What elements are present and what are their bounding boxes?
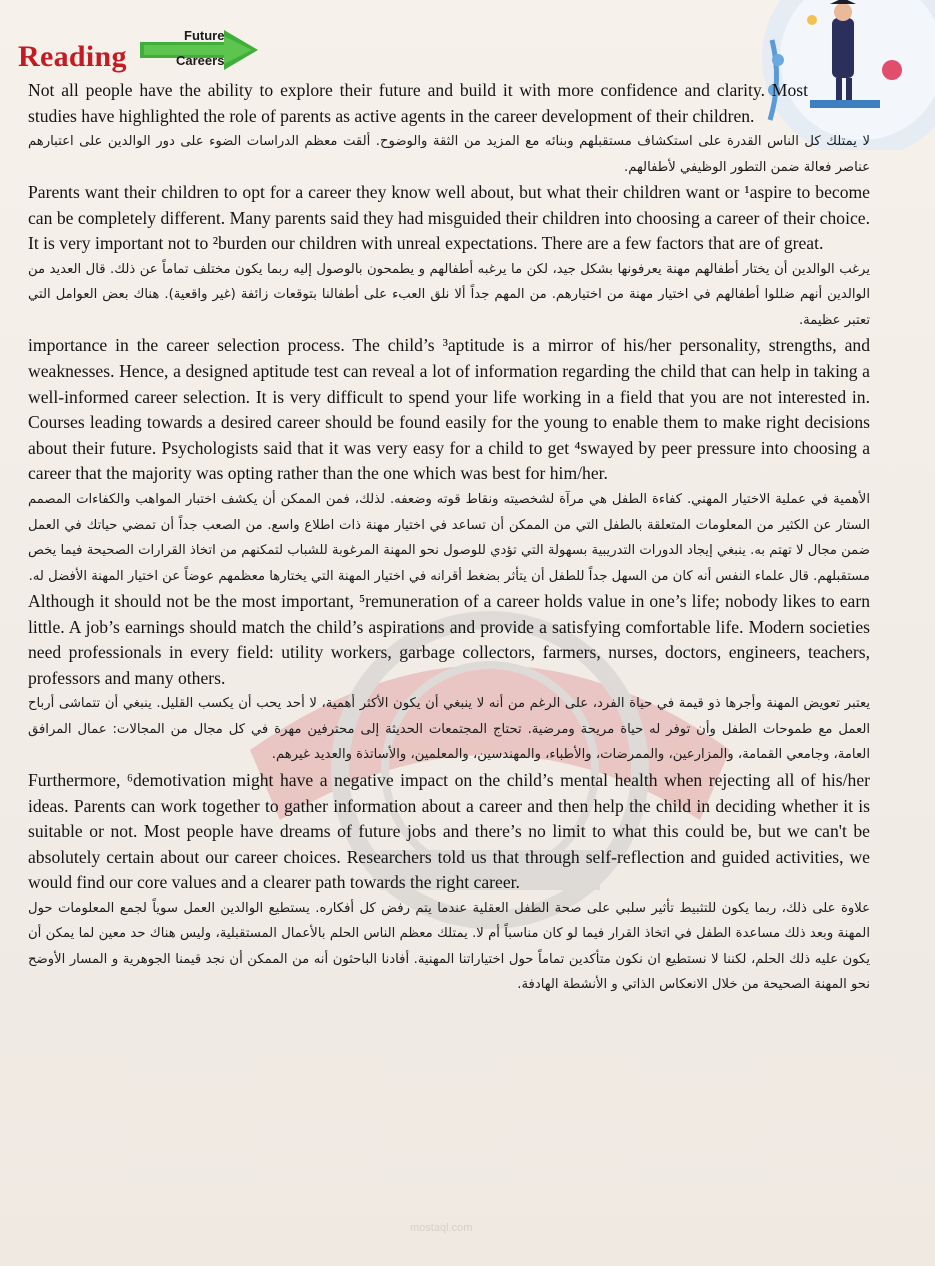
- watermark-text: mostaql.com: [410, 1222, 473, 1234]
- english-paragraph-5: Furthermore, ⁶demotivation might have a negative impact on the child’s mental health when rejecting all of his/her ideas. Parents can work together to gather information about a career and then help the child in deciding whether it is suitable or not. Most people have dreams of future jobs and there’s no limit to what this could be, but we can't be absolutely certain about our career choices. Researchers told us that through self-reflection and guided activities, we would find our core values and a clearer path towards the right career.: [28, 769, 870, 893]
- arabic-paragraph-2: يرغب الوالدين أن يختار أطفالهم مهنة يعرفونها بشكل جيد، لكن ما يرغبه أطفالهم و يطمحون بالوصول إليه ربما يكون مختلف تماماً عن ذلك. قال العديد من الوالدين أنهم ضللوا أطفالهم في اختيار مهنة من اختيارهم. من المهم جداً ألا نلق العبء على أطفالنا بتوقعات زائفة (غير واقعية). هناك بعض العوامل التي تعتبر عظيمة.: [28, 261, 870, 328]
- future-careers-badge: [140, 28, 260, 72]
- page-title: Reading: [18, 40, 127, 73]
- english-paragraph-4: Although it should not be the most important, ⁵remuneration of a career holds value in one’s life; nobody likes to earn little. A job’s earnings should match the child’s aspirations and provide a satisfying comfortable life. Modern societies need professionals in every field: utility workers, garbage collectors, farmers, nurses, doctors, engineers, teachers, professors and many others.: [28, 591, 870, 688]
- arabic-paragraph-3: الأهمية في عملية الاختيار المهني. كفاءة الطفل هي مرآة لشخصيته ونقاط قوته وضعفه. لذلك، فمن الممكن أن يكشف اختبار المواهب والكفاءات المصمم الستار عن الكثير من المعلومات المتعلقة بالطفل التي من الممكن أن تساعد في اختيار مهنة ذات اطلاع واسع. من الصعب جداً أن تمضي حياتك في العمل ضمن مجال لا تهتم به. ينبغي إيجاد الدورات التدريبية بسهولة التي تؤدي للوصول نحو المهنة المرغوبة للشباب لتمكنهم من اتخاذ القرارات الصحيحة فيما يخص مستقبلهم. قال علماء النفس أنه كان من السهل جداً للطفل أن يتأثر بضغط أقرانه في اختيار المهنة التي يختارها معظمهم عوضاً عن اختيار المهنة الأفضل له.: [28, 492, 870, 584]
- arabic-paragraph-4: يعتبر تعويض المهنة وأجرها ذو قيمة في حياة الفرد، على الرغم من أنه لا ينبغي أن يكون الأكثر أهمية، لا أحد يحب أن يكسب القليل. ينبغي أن تتماشى أرباح العمل مع طموحات الطفل وأن توفر له حياة مريحة ومرضية. تحتاج المجتمعات الحديثة إلى محترفين مهرة في كل مجال من المجالات: عمال المرافق العامة، وجامعي القمامة، والمزارعين، والممرضات، والأطباء، والمهندسين، والمعلمين، والأساتذة والعديد غيرهم.: [28, 696, 870, 763]
- arabic-paragraph-1: لا يمتلك كل الناس القدرة على استكشاف مستقبلهم وبنائه مع المزيد من الثقة والوضوح. ألقت معظم الدراسات الضوء على دور الوالدين على اعتبارهم عناصر فعالة ضمن التطور الوظيفي لأطفالهم.: [28, 134, 870, 175]
- badge-label-future: Future: [184, 28, 225, 43]
- arabic-paragraph-5: علاوة على ذلك، ربما يكون للتثبيط تأثير سلبي على صحة الطفل العقلية عندما يتم رفض كل أفكاره. يستطيع الوالدين العمل سوياً لجمع المعلومات حول المهنة وبعد ذلك مساعدة الطفل في اتخاذ القرار فيما لو كان مناسباً أم لا. يمتلك معظم الناس الحلم بالأعمال المستقبلية، وليس هناك حد معين لما يمكن أن يكون عليه ذلك الحلم، لكننا لا نستطيع ان نكون متأكدين تماماً حول اختياراتنا المهنية. أفادنا الباحثون أنه من الممكن أن نجد قيمنا الجوهرية و المسار الأوضح نحو المهنة الصحيحة من خلال الانعكاس الذاتي و الأنشطة الهادفة.: [28, 900, 870, 993]
- badge-label-careers: Careers: [176, 53, 225, 68]
- english-paragraph-3: importance in the career selection process. The child’s ³aptitude is a mirror of his/her personality, strengths, and weaknesses. Hence, a designed aptitude test can reveal a lot of information regarding the child that can help in taking a well-informed career selection. It is very difficult to spend your life working in a field that you are not interested in. Courses leading towards a desired career should be found easily for the young to enable them to make right decisions about their future. Psychologists said that it was very easy for a child to get ⁴swayed by peer pressure into choosing a career that the majority was opting rather than the one which was best for him/her.: [28, 335, 870, 484]
- english-paragraph-1: Not all people have the ability to explore their future and build it with more confidence and clarity. Most studies have highlighted the role of parents as active agents in the career development of their children.: [28, 80, 808, 126]
- article-body: [28, 78, 870, 998]
- english-paragraph-2: Parents want their children to opt for a career they know well about, but what their children want or ¹aspire to become can be completely different. Many parents said they had misguided their children into choosing a career of their choice. It is very important not to ²burden our children with unreal expectations. There are a few factors that are of great.: [28, 182, 870, 254]
